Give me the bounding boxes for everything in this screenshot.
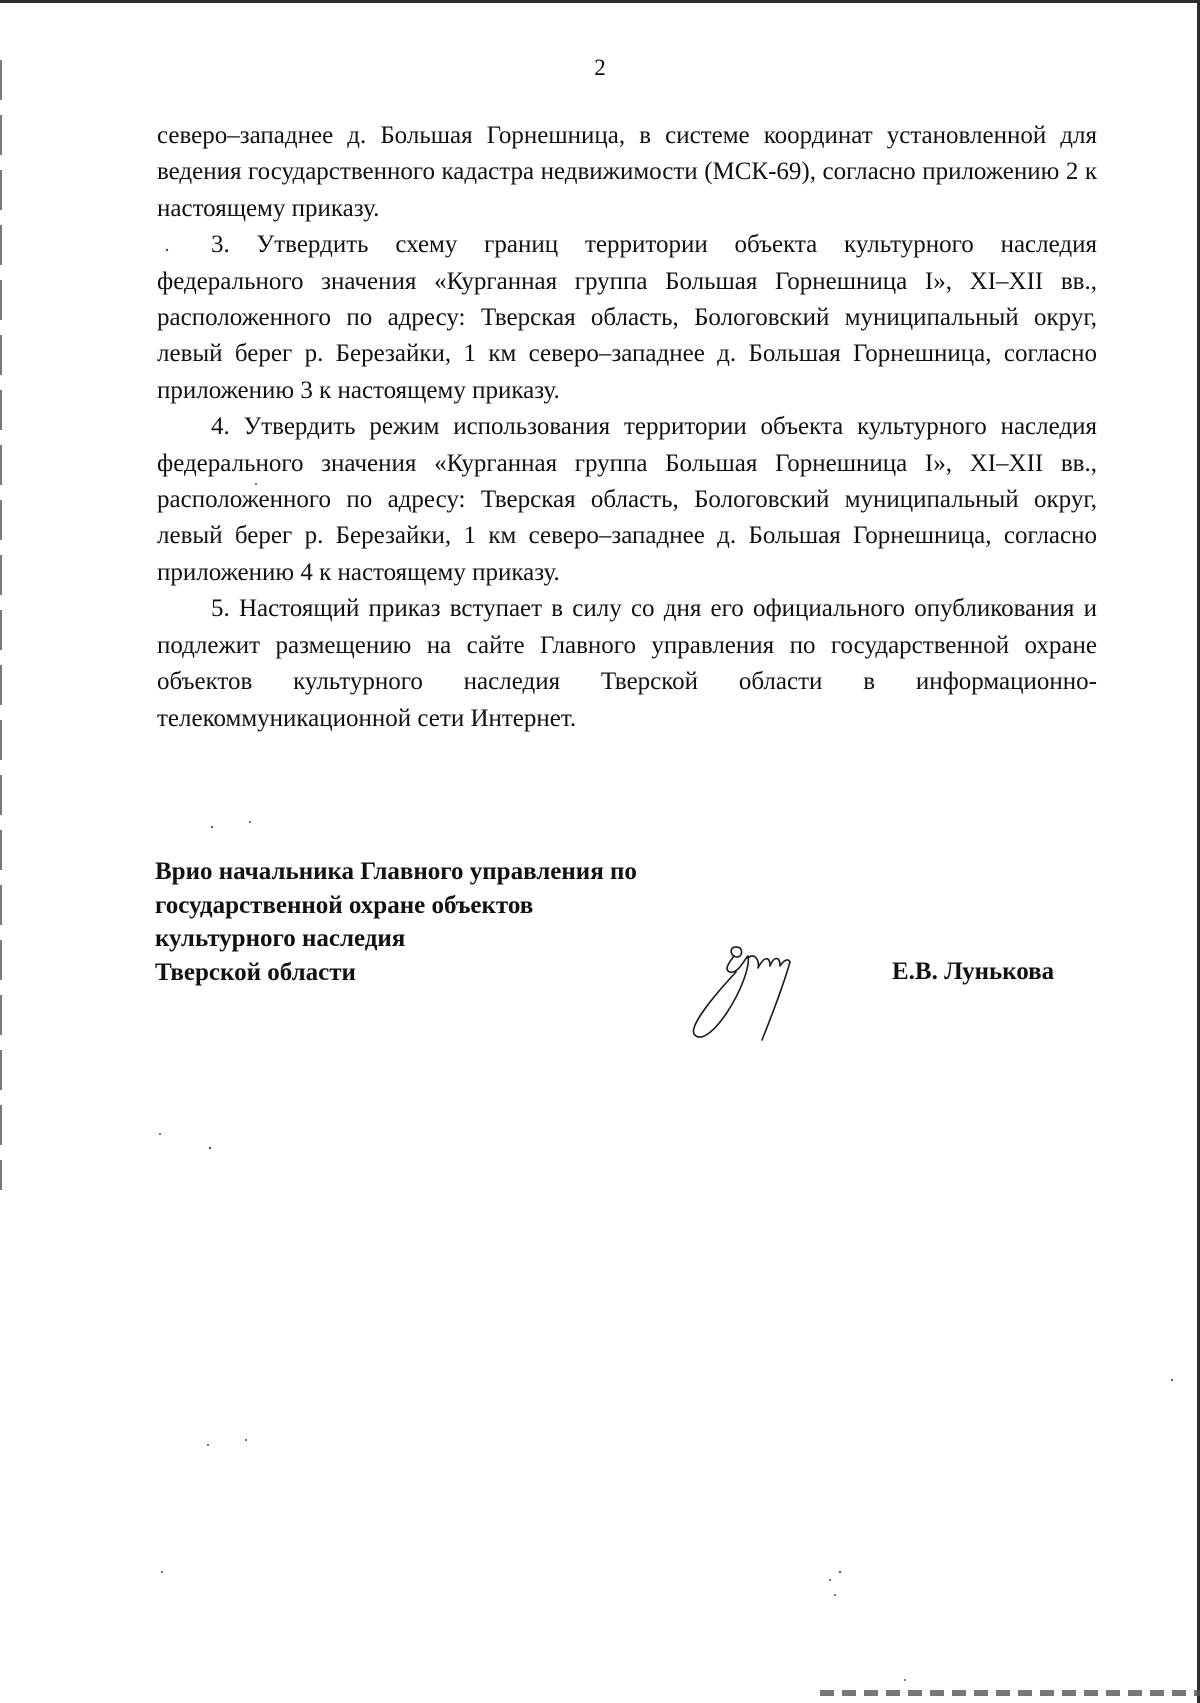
signer-position-line: государственной охране объектов <box>155 891 534 919</box>
paragraph-item-4: 4. Утвердить режим использования территории объекта культурного наследия федерального значения «Курганная группа Большая Горнешница I», XI–XII вв., расположенного по адресу: Тверская область, Бологовский муниципальный округ, левый берег р. Березайки, 1 км северо–западнее д. Большая Горнешница, согласно приложению 4 к настоящему приказу. <box>157 413 1097 586</box>
paragraph-continuation: северо–западнее д. Большая Горнешница, в системе координат установленной для ведения государственного кадастра недвижимости (МСК-69), согласно приложению 2 к настоящему приказу. <box>157 122 1097 222</box>
signer-position-line: Тверской области <box>155 958 356 986</box>
signature-stroke <box>693 956 748 1037</box>
handwritten-signature <box>670 930 830 1060</box>
signature-stroke <box>762 962 790 1040</box>
scan-edge-top <box>0 0 1200 3</box>
scan-bottom-marks <box>820 1690 1200 1696</box>
scan-edge-left <box>0 60 2 1190</box>
document-body <box>157 118 1097 737</box>
signer-position-line: Врио начальника Главного управления по <box>155 858 637 885</box>
page-number: 2 <box>594 55 606 80</box>
paragraph-item-5: 5. Настоящий приказ вступает в силу со дня его официального опубликования и подлежит размещению на сайте Главного управления по государственной охране объектов культурного наследия Тверской области в информационно-телекоммуникационной сети Интернет. <box>157 595 1097 732</box>
signature-stroke <box>731 947 741 957</box>
signer-position-line: культурного наследия <box>155 925 406 952</box>
signer-name: Е.В. Лунькова <box>892 958 1055 985</box>
signature-stroke <box>748 956 790 968</box>
signer-position <box>155 855 755 989</box>
paragraph-item-3: 3. Утвердить схему границ территории объекта культурного наследия федерального значения «Курганная группа Большая Горнешница I», XI–XII вв., расположенного по адресу: Тверская область, Бологовский муниципальный округ, левый берег р. Березайки, 1 км северо–западнее д. Большая Горнешница, согласно приложению 3 к настоящему приказу. <box>157 231 1097 404</box>
